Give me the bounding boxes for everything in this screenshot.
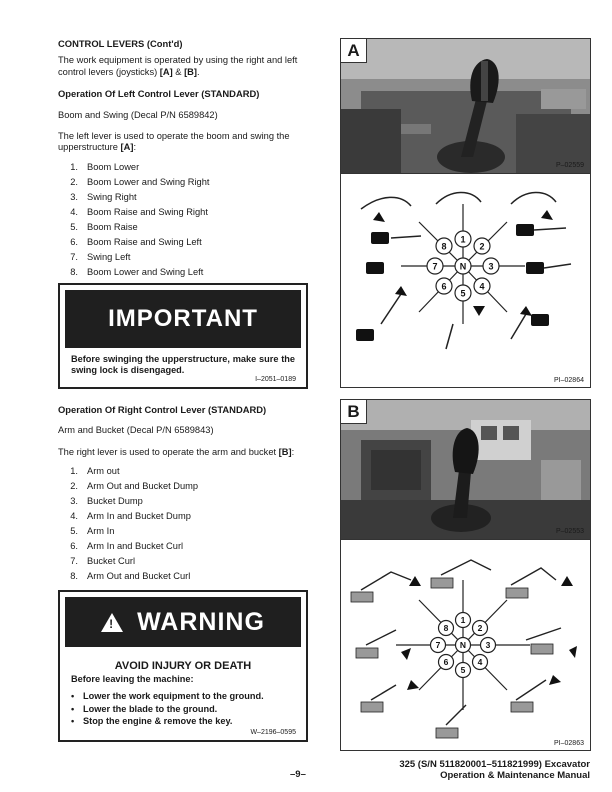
right-lever-section bbox=[58, 404, 308, 584]
figure-a-label: A bbox=[341, 39, 367, 63]
figure-b-diagram-ref: PI–02863 bbox=[554, 740, 584, 747]
right-lever-list bbox=[58, 464, 308, 584]
important-banner: IMPORTANT bbox=[65, 290, 301, 348]
important-code: I–2051–0189 bbox=[255, 376, 296, 383]
right-joystick-photo bbox=[341, 400, 590, 540]
dial-label: 7 bbox=[432, 261, 438, 272]
list-item: 4. Boom Raise and Swing Right bbox=[70, 206, 208, 217]
dial-label: 1 bbox=[460, 615, 466, 625]
intro-paragraph: The work equipment is operated by using the right and left control levers (joysticks) [A] & [B]. bbox=[58, 55, 298, 77]
list-item: 7. Swing Left bbox=[70, 251, 131, 262]
figure-a bbox=[340, 38, 591, 388]
dial-center: N bbox=[459, 261, 467, 272]
dial-label: 5 bbox=[460, 665, 466, 675]
list-item: • Lower the work equipment to the ground. bbox=[71, 690, 264, 703]
left-lever-paragraph: The left lever is used to operate the boom and swing the upperstructure [A]: bbox=[58, 131, 290, 153]
warning-subtitle: Before leaving the machine: bbox=[71, 674, 194, 684]
dial-label: 4 bbox=[479, 281, 485, 292]
important-text: Before swinging the upperstructure, make sure the swing lock is disengaged. bbox=[71, 354, 295, 375]
dial-label: 8 bbox=[441, 241, 447, 252]
section-heading-control-levers: CONTROL LEVERS (Cont'd) bbox=[58, 38, 183, 49]
dial-label: 4 bbox=[477, 657, 483, 667]
list-item: 5. Arm In bbox=[70, 526, 115, 537]
manual-title: 325 (S/N 511820001–511821999) Excavator Operation & Maintenance Manual bbox=[399, 759, 590, 781]
heading-right-lever: Operation Of Right Control Lever (STANDARD) bbox=[58, 404, 267, 415]
warning-title: AVOID INJURY OR DEATH bbox=[114, 660, 252, 672]
list-item: • Stop the engine & remove the key. bbox=[71, 715, 264, 728]
warning-notice bbox=[58, 590, 308, 742]
right-lever-pattern-diagram bbox=[341, 540, 590, 751]
dial-label: 5 bbox=[460, 288, 466, 299]
dial-label: 8 bbox=[443, 623, 449, 633]
dial-label: 1 bbox=[460, 234, 466, 245]
list-item: 2. Boom Lower and Swing Right bbox=[70, 176, 210, 187]
list-item: 5. Boom Raise bbox=[70, 221, 138, 232]
list-item: • Lower the blade to the ground. bbox=[71, 703, 264, 716]
decal-left-lever: Boom and Swing (Decal P/N 6589842) bbox=[58, 109, 218, 120]
list-item: 4. Arm In and Bucket Dump bbox=[70, 511, 191, 522]
decal-right-lever: Arm and Bucket (Decal P/N 6589843) bbox=[58, 425, 214, 436]
figure-b bbox=[340, 399, 591, 751]
list-item: 2. Arm Out and Bucket Dump bbox=[70, 481, 199, 492]
dial-label: 3 bbox=[488, 261, 494, 272]
list-item: 6. Arm In and Bucket Curl bbox=[70, 541, 184, 552]
warning-banner: ! WARNING bbox=[65, 597, 301, 647]
figure-b-label: B bbox=[341, 400, 367, 424]
left-lever-pattern-diagram bbox=[341, 174, 590, 388]
heading-left-lever: Operation Of Left Control Lever (STANDARD) bbox=[58, 88, 260, 100]
dial-label: 3 bbox=[485, 640, 491, 650]
list-item: 6. Boom Raise and Swing Left bbox=[70, 236, 202, 247]
list-item: 1. Boom Lower bbox=[70, 161, 140, 172]
dial-label: 6 bbox=[441, 281, 447, 292]
warning-triangle-icon: ! bbox=[101, 613, 123, 632]
figure-a-diagram-ref: PI–02864 bbox=[554, 377, 584, 384]
list-item: 3. Bucket Dump bbox=[70, 496, 143, 507]
list-item: 8. Boom Lower and Swing Left bbox=[70, 266, 204, 277]
figure-a-diagram bbox=[341, 173, 590, 387]
figure-b-diagram bbox=[341, 539, 590, 750]
dial-center: N bbox=[459, 640, 467, 650]
page-number: –9– bbox=[290, 769, 306, 780]
left-column bbox=[58, 38, 308, 280]
list-item: 7. Bucket Curl bbox=[70, 556, 136, 567]
dial-label: 2 bbox=[479, 241, 485, 252]
left-lever-list bbox=[58, 160, 308, 280]
warning-list bbox=[71, 690, 264, 728]
list-item: 1. Arm out bbox=[70, 466, 120, 477]
dial-label: 7 bbox=[435, 640, 441, 650]
figure-a-photo-ref: P–02559 bbox=[555, 162, 584, 169]
left-joystick-photo bbox=[341, 39, 590, 174]
important-notice bbox=[58, 283, 308, 389]
dial-label: 6 bbox=[443, 657, 449, 667]
figure-a-photo bbox=[341, 39, 590, 174]
right-lever-paragraph: The right lever is used to operate the arm and bucket [B]: bbox=[58, 446, 295, 457]
figure-b-photo bbox=[341, 400, 590, 540]
list-item: 8. Arm Out and Bucket Curl bbox=[70, 571, 191, 582]
warning-code: W–2196–0595 bbox=[250, 729, 296, 736]
dial-label: 2 bbox=[477, 623, 483, 633]
figure-b-photo-ref: P–02553 bbox=[555, 528, 584, 535]
list-item: 3. Swing Right bbox=[70, 191, 137, 202]
